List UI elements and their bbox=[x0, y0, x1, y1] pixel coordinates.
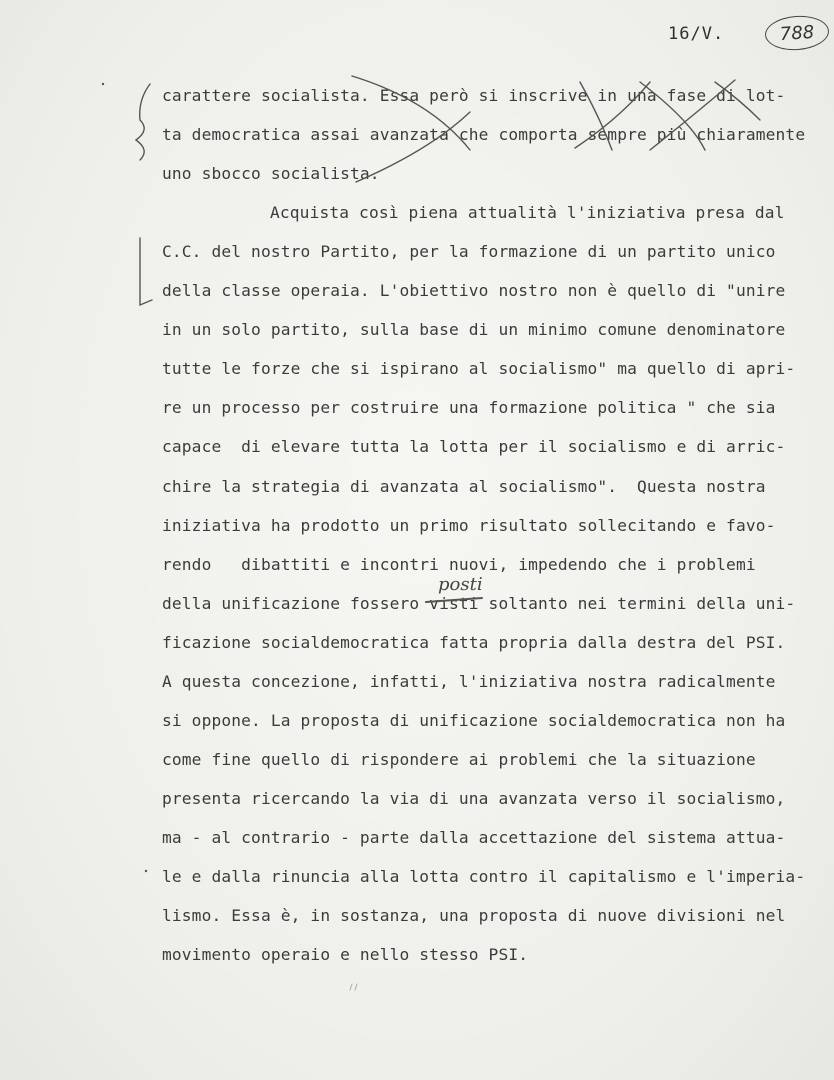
text-line: re un processo per costruire una formazione politica " che sia bbox=[162, 398, 776, 417]
text-line: chire la strategia di avanzata al socialismo". Questa nostra bbox=[162, 477, 766, 496]
text-line: della unificazione fossero visti soltanto nei termini della uni- bbox=[162, 594, 796, 613]
margin-bracket-top bbox=[136, 84, 150, 160]
text-line: capace di elevare tutta la lotta per il socialismo e di arric- bbox=[162, 437, 786, 456]
text-line: A questa concezione, infatti, l'iniziativa nostra radicalmente bbox=[162, 672, 776, 691]
speck-mark bbox=[102, 83, 104, 85]
strike-diagonal-2 bbox=[356, 112, 470, 182]
text-line: C.C. del nostro Partito, per la formazione di un partito unico bbox=[162, 242, 776, 261]
text-line: le e dalla rinuncia alla lotta contro il capitalismo e l'imperia- bbox=[162, 867, 806, 886]
text-line: Acquista così piena attualità l'iniziativa presa dal bbox=[270, 203, 785, 222]
text-line: ma - al contrario - parte dalla accettazione del sistema attua- bbox=[162, 828, 786, 847]
text-line: lismo. Essa è, in sostanza, una proposta di nuove divisioni nel bbox=[162, 906, 786, 925]
handwritten-insert: posti bbox=[438, 574, 483, 595]
text-line: uno sbocco socialista. bbox=[162, 164, 380, 183]
text-line: ta democratica assai avanzata che comporta sempre più chiaramente bbox=[162, 125, 806, 144]
faint-mark bbox=[350, 984, 357, 990]
page-number: 16/V. bbox=[668, 24, 725, 44]
speck-mark bbox=[145, 870, 147, 872]
strike-diagonal-5 bbox=[640, 82, 705, 150]
archive-number-circled: 788 bbox=[764, 14, 830, 52]
text-line: come fine quello di rispondere ai problemi che la situazione bbox=[162, 750, 756, 769]
strike-visti bbox=[426, 598, 482, 602]
text-line: rendo dibattiti e incontri nuovi, impedendo che i problemi bbox=[162, 555, 756, 574]
text-line: movimento operaio e nello stesso PSI. bbox=[162, 945, 529, 964]
text-line: tutte le forze che si ispirano al socialismo" ma quello di apri- bbox=[162, 359, 796, 378]
text-line: iniziativa ha prodotto un primo risultato sollecitando e favo- bbox=[162, 516, 776, 535]
strike-diagonal-1 bbox=[352, 76, 470, 150]
text-line: ficazione socialdemocratica fatta propria dalla destra del PSI. bbox=[162, 633, 786, 652]
strike-diagonal-3 bbox=[580, 82, 612, 150]
margin-bracket-middle bbox=[140, 238, 152, 305]
text-line: della classe operaia. L'obiettivo nostro non è quello di "unire bbox=[162, 281, 786, 300]
text-line: presenta ricercando la via di una avanzata verso il socialismo, bbox=[162, 789, 786, 808]
text-line: carattere socialista. Essa però si inscrive in una fase di lot- bbox=[162, 86, 786, 105]
strike-diagonal-7 bbox=[715, 82, 760, 120]
strike-diagonal-6 bbox=[650, 80, 735, 150]
text-line: si oppone. La proposta di unificazione socialdemocratica non ha bbox=[162, 711, 786, 730]
text-line: in un solo partito, sulla base di un minimo comune denominatore bbox=[162, 320, 786, 339]
strike-diagonal-4 bbox=[575, 82, 650, 148]
